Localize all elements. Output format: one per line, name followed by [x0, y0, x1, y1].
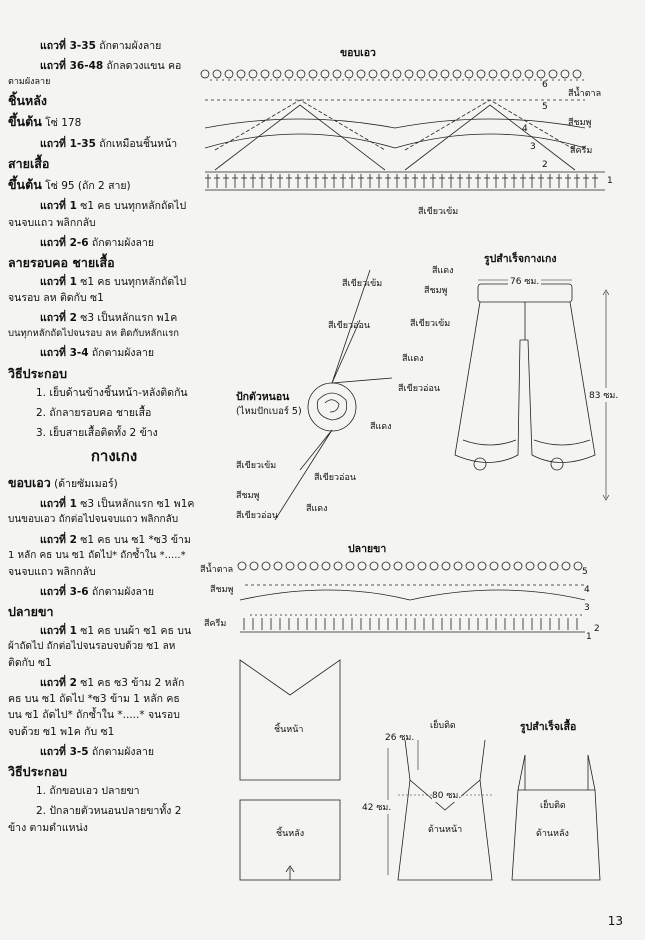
rose-stitch — [574, 562, 582, 570]
step-text: 2. ปักลายตัวหนอนปลายขาทั้ง 2 — [36, 805, 182, 818]
section-heading: ปลายขา — [8, 604, 54, 620]
row-text: ถักตามผังลาย — [91, 585, 155, 598]
back-view-label: ด้านหลัง — [536, 829, 569, 839]
rose-stitch — [213, 70, 221, 78]
rose-stitch — [393, 70, 401, 78]
front-piece-schematic — [240, 660, 340, 880]
waist-flower-row — [201, 70, 581, 78]
row-label: แถวที่ 36-48 — [40, 60, 104, 73]
rose-stitch — [550, 562, 558, 570]
section-heading: ลายรอบคอ ชายเสื้อ — [8, 255, 115, 271]
row-text: บน ซ1 ถัดไป* ถักซ้ำใน *.....* จนรอบ — [8, 709, 180, 722]
shirt-back-schematic — [512, 755, 600, 880]
rose-stitch — [357, 70, 365, 78]
rose-stitch — [442, 562, 450, 570]
rose-stitch — [430, 562, 438, 570]
rose-stitch — [310, 562, 318, 570]
rose-stitch — [490, 562, 498, 570]
row-text: ซ1 คธ บนทุกหลักถัดไป — [80, 200, 187, 213]
row-text: ซ1 คธ ซ3 ข้าม 2 หลัก — [80, 676, 185, 689]
rose-stitch — [334, 562, 342, 570]
row-text: ถักตามผังลาย — [99, 40, 162, 52]
rose-stitch — [405, 70, 413, 78]
row-text: บนทุกหลักถัดไปจนรอบ ลห ติดกับหลักแรก — [8, 327, 180, 339]
step-text: 1. เย็บด้านข้างชิ้นหน้า-หลังติดกัน — [36, 386, 188, 399]
flower-note: (ไหมปักเบอร์ 5) — [236, 406, 302, 417]
waist-stitch-chart — [205, 80, 605, 190]
rose-stitch — [526, 562, 534, 570]
row-text: ถักลดวงแขน คอ — [106, 60, 182, 73]
row-text: ซ1 คธ บนผ้า ซ1 คธ บน — [80, 624, 192, 637]
rose-stitch — [262, 562, 270, 570]
row-text: โซ่ 95 (ถัก 2 สาย) — [45, 179, 131, 192]
back-piece-label: ชิ้นหลัง — [276, 829, 305, 839]
color-label: สีเขียวเข้ม — [342, 279, 383, 289]
rose-stitch — [501, 70, 509, 78]
step-text: 3. เย็บสายเสื้อติดทั้ง 2 ข้าง — [36, 427, 158, 440]
rose-stitch — [394, 562, 402, 570]
rose-stitch — [429, 70, 437, 78]
rose-stitch — [406, 562, 414, 570]
step-text: 2. ถักลายรอบคอ ชายเสื้อ — [36, 406, 152, 419]
waist-post-stitches — [205, 174, 598, 188]
row-text: ถักตามผังลาย — [91, 347, 155, 360]
row-number: 4 — [522, 124, 528, 134]
row-text: โซ่ 178 — [45, 117, 82, 130]
pants-width: 76 ซม. — [508, 274, 541, 288]
section-heading: สายเสื้อ — [8, 155, 50, 171]
row-label: แถวที่ 1 — [40, 275, 77, 288]
chart-title: ขอบเอว — [340, 47, 376, 59]
rose-stitch — [321, 70, 329, 78]
color-label: สีแดง — [432, 266, 454, 276]
row-label: แถวที่ 1-35 — [40, 137, 96, 150]
rose-stitch — [478, 562, 486, 570]
color-label: สีแดง — [370, 422, 392, 432]
row-label: แถวที่ 2 — [40, 676, 77, 689]
front-piece-label: ชิ้นหน้า — [274, 725, 304, 735]
flower-title: ปักตัวหนอน — [236, 391, 290, 403]
color-label: สีเขียวอ่อน — [236, 511, 279, 521]
row-text: บนขอบเอว ถักต่อไปจนจบแถว พลิกกลับ — [8, 514, 179, 526]
color-label: สีเขียวเข้ม — [410, 319, 451, 329]
rose-stitch — [538, 562, 546, 570]
rose-stitch — [358, 562, 366, 570]
row-text: 1 หลัก คธ บน ซ1 ถัดไป* ถักซ้ำใน *.....* — [8, 550, 186, 562]
chest-width: 80 ซม. — [432, 788, 461, 802]
rose-stitch — [261, 70, 269, 78]
row-label: แถวที่ 3-35 — [40, 40, 96, 52]
rose-stitch — [370, 562, 378, 570]
rose-stitch — [201, 70, 209, 78]
color-label: สีน้ำตาล — [568, 89, 602, 99]
row-text: ติดกับ ซ1 — [8, 656, 52, 669]
rose-stitch — [573, 70, 581, 78]
row-text: ถักตามผังลาย — [91, 746, 155, 759]
rose-stitch — [562, 562, 570, 570]
rose-stitch — [225, 70, 233, 78]
step-text: 1. ถักขอบเอว ปลายขา — [36, 785, 140, 798]
color-label: สีชมพู — [568, 118, 592, 128]
step-text: ข้าง ตามตำแหน่ง — [8, 821, 88, 834]
rose-stitch — [345, 70, 353, 78]
color-label: สีครีม — [204, 619, 227, 629]
color-label: สีชมพู — [424, 286, 448, 296]
rose-stitch — [489, 70, 497, 78]
row-number: 1 — [607, 176, 613, 186]
row-text: ซ1 คธ บนทุกหลักถัดไป — [80, 275, 187, 288]
seam-label: เย็บติด — [540, 801, 566, 811]
row-label: แถวที่ 3-4 — [40, 347, 89, 360]
rose-stitch — [525, 70, 533, 78]
row-text: ซ3 เป็นหลักแรก พ1ค — [80, 312, 178, 325]
row-text: จนจบแถว พลิกกลับ — [8, 565, 96, 578]
shirt-height: 42 ซม. — [362, 800, 391, 814]
rose-stitch — [453, 70, 461, 78]
color-label: สีชมพู — [210, 585, 234, 595]
rose-stitch — [285, 70, 293, 78]
color-label: สีน้ำตาล — [200, 565, 234, 575]
rose-stitch — [418, 562, 426, 570]
hem-flower-row — [238, 562, 582, 570]
rose-stitch — [250, 562, 258, 570]
rose-stitch — [333, 70, 341, 78]
rose-stitch — [417, 70, 425, 78]
row-text: ผ้าถัดไป ถักต่อไปจนรอบจบด้วย ซ1 ลห — [8, 641, 176, 653]
seam-label: เย็บติด — [430, 721, 456, 731]
rose-stitch — [238, 562, 246, 570]
row-number: 4 — [584, 585, 590, 595]
rose-stitch — [502, 562, 510, 570]
color-label: สีแดง — [306, 504, 328, 514]
rose-stitch — [382, 562, 390, 570]
rose-stitch — [381, 70, 389, 78]
row-text: ถักตามผังลาย — [91, 236, 155, 249]
rose-stitch — [465, 70, 473, 78]
rose-stitch — [477, 70, 485, 78]
color-label: สีแดง — [402, 354, 424, 364]
shirt-front-schematic — [388, 740, 492, 880]
rose-stitch — [322, 562, 330, 570]
rose-stitch — [309, 70, 317, 78]
rose-stitch — [273, 70, 281, 78]
strap-length: 26 ซม. — [385, 733, 415, 743]
start-label: ขึ้นต้น — [8, 176, 42, 192]
rose-stitch — [454, 562, 462, 570]
chart-title: ปลายขา — [348, 543, 387, 555]
row-text: จนจบแถว พลิกกลับ — [8, 216, 96, 229]
start-label: ขึ้นต้น — [8, 114, 42, 130]
section-heading: วิธีประกอบ — [8, 764, 68, 780]
rose-stitch — [549, 70, 557, 78]
rose-stitch — [513, 70, 521, 78]
rose-stitch — [537, 70, 545, 78]
row-text: ซ1 คธ บน ซ1 *ซ3 ข้าม — [80, 533, 191, 546]
rose-stitch — [298, 562, 306, 570]
row-number: 6 — [542, 80, 548, 90]
row-label: แถวที่ 3-5 — [40, 746, 89, 759]
hem-post-stitches — [244, 618, 577, 630]
row-number: 5 — [542, 102, 548, 112]
row-number: 2 — [542, 160, 548, 170]
row-label: แถวที่ 1 — [40, 624, 77, 637]
row-text: ตามผังลาย — [8, 76, 51, 87]
color-label: สีเขียวเข้ม — [236, 461, 277, 471]
color-label: สีเขียวอ่อน — [328, 321, 371, 331]
row-text: ซ3 เป็นหลักแรก ซ1 พ1ค — [80, 497, 195, 510]
row-label: แถวที่ 2 — [40, 533, 77, 546]
shirt-title: รูปสำเร็จเสื้อ — [520, 721, 577, 733]
row-text: ถักเหมือนชิ้นหน้า — [99, 137, 178, 150]
row-label: แถวที่ 2-6 — [40, 236, 89, 249]
rose-stitch — [466, 562, 474, 570]
rose-stitch — [369, 70, 377, 78]
row-number: 1 — [586, 632, 592, 642]
rose-stitch — [514, 562, 522, 570]
row-text: จบด้วย ซ1 พ1ค กับ ซ1 — [8, 725, 115, 738]
row-number: 3 — [530, 142, 536, 152]
rose-stitch — [249, 70, 257, 78]
color-label: สีชมพู — [236, 491, 260, 501]
row-text: คธ บน ซ1 ถัดไป *ซ3 ข้าม 1 หลัก คธ — [8, 693, 180, 706]
rose-stitch — [297, 70, 305, 78]
row-label: แถวที่ 1 — [40, 497, 77, 510]
color-label: สีเขียวเข้ม — [418, 207, 459, 217]
rose-stitch — [274, 562, 282, 570]
pants-outline — [455, 280, 609, 500]
row-label: แถวที่ 3-6 — [40, 585, 89, 598]
hem-stitch-chart — [240, 585, 585, 632]
part-heading: กางเกง — [90, 447, 138, 466]
row-text: จนรอบ ลห ติดกับ ซ1 — [8, 292, 104, 305]
row-number: 5 — [582, 567, 588, 577]
row-number: 3 — [584, 603, 590, 613]
rose-stitch — [441, 70, 449, 78]
page-number: 13 — [607, 914, 623, 928]
rose-stitch — [561, 70, 569, 78]
row-number: 2 — [594, 624, 600, 634]
rose-stitch — [237, 70, 245, 78]
section-heading: ขอบเอว — [8, 474, 51, 490]
color-label: สีครีม — [570, 146, 593, 156]
section-heading: วิธีประกอบ — [8, 365, 68, 381]
rose-stitch — [286, 562, 294, 570]
section-heading: ชิ้นหลัง — [8, 93, 48, 109]
row-label: แถวที่ 1 — [40, 200, 77, 213]
heading-note: (ด้ายซัมเมอร์) — [54, 477, 118, 490]
color-label: สีเขียวอ่อน — [398, 384, 441, 394]
color-label: สีเขียวอ่อน — [314, 473, 357, 483]
pants-title: รูปสำเร็จกางเกง — [484, 253, 557, 265]
row-label: แถวที่ 2 — [40, 312, 77, 325]
rose-stitch — [346, 562, 354, 570]
front-view-label: ด้านหน้า — [428, 825, 463, 835]
pants-length: 83 ซม. — [589, 388, 618, 402]
